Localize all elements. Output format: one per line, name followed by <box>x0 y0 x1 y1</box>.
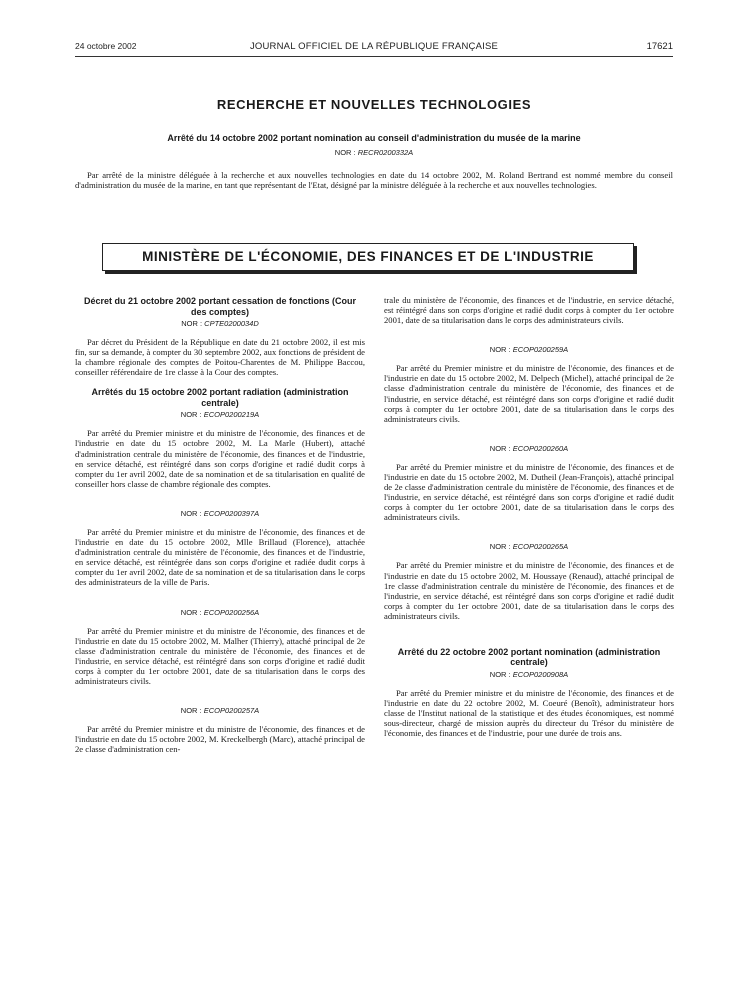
header-page-number: 17621 <box>646 41 673 52</box>
arrete-body: Par arrêté du Premier ministre et du ministre de l'économie, des finances et de l'industrie en date du 15 octobre 2002, M. Kreckelbergh (Marc), attaché principal de 2e classe d'administration cen- <box>75 724 365 755</box>
arrete-body: Par arrêté du Premier ministre et du ministre de l'économie, des finances et de l'industrie en date du 15 octobre 2002, Mlle Brillaud (Florence), attachée d'administration centrale du ministère de l'économie, des finances et de l'industrie, en service détaché, est réintégrée dans son corps d'origine et radiée dudit corps à compter du 1er avril 2002, date de sa nomination et de sa titularisation dans le corps des administrateurs de la ville de Paris. <box>75 526 365 588</box>
arrete22-title: Arrêté du 22 octobre 2002 portant nomination (administration centrale) <box>397 646 661 668</box>
nor-line: NOR : ECOP0200257A <box>180 706 260 716</box>
nor-code: ECOP0200265A <box>512 542 569 552</box>
decret-body: Par décret du Président de la République en date du 21 octobre 2002, il est mis fin, sur sa demande, à compter du 30 septembre 2002, aux fonctions de président de la chambre régionale des comptes de Poitou-Charentes de M. Philippe Baccou, conseiller référendaire de 1re classe à la Cour des comptes. <box>75 337 365 378</box>
arrete-title-musee: Arrêté du 14 octobre 2002 portant nomination au conseil d'administration du musée de la marine <box>167 133 581 143</box>
nor-code: ECOP0200908A <box>512 669 569 679</box>
header-journal-title: JOURNAL OFFICIEL DE LA RÉPUBLIQUE FRANÇAISE <box>249 41 499 52</box>
nor-line: NOR : ECOP0200908A <box>489 669 569 679</box>
nor-code: RECR0200332A <box>357 148 414 157</box>
nor-code: ECOP0200397A <box>203 508 260 518</box>
nor-code: ECOP0200219A <box>203 410 260 420</box>
arrete-body-musee: Par arrêté de la ministre déléguée à la recherche et aux nouvelles technologies en date du 14 octobre 2002, M. Roland Bertrand est nommé membre du conseil d'administration du musée de la marine, en tant que représentant de l'Etat, désigné par la ministre déléguée à la recherche et aux nouvelles technologies. <box>75 170 673 191</box>
nor-code: ECOP0200257A <box>203 706 260 716</box>
header-rule <box>75 56 673 57</box>
arrete-body: Par arrêté du Premier ministre et du ministre de l'économie, des finances et de l'industrie en date du 15 octobre 2002, M. Delpech (Michel), attaché principal de 2e classe d'administration centrale du ministère de l'économie, des finances et de l'industrie, en service détaché, est réintégré dans son corps d'origine et radié dudit corps à compter du 1er octobre 2001, date de sa titularisation dans le corps des administrateurs civils. <box>384 363 674 424</box>
arrete-body: Par arrêté du Premier ministre et du ministre de l'économie, des finances et de l'industrie en date du 22 octobre 2002, M. Coeuré (Benoît), administrateur hors classe de l'Institut national de la statistique et des études économiques, est nommé sous-directeur, chargé de mission auprès du directeur du Trésor du ministère de l'économie, des finances et de l'industrie, pour une durée de trois ans. <box>384 687 674 739</box>
arrete-body: Par arrêté du Premier ministre et du ministre de l'économie, des finances et de l'industrie en date du 15 octobre 2002, M. Malher (Thierry), attaché principal de 2e classe d'administration centrale du ministère de l'économie, des finances et de l'industrie, en service détaché, est réintégré dans son corps d'origine et radié dudit corps à compter du 1er octobre 2001, date de sa titularisation dans le corps des administrateurs civils. <box>75 625 365 686</box>
nor-label: NOR : <box>334 148 356 157</box>
nor-line: NOR : ECOP0200259A <box>489 345 569 355</box>
nor-line: NOR : ECOP0200219A <box>180 410 260 420</box>
arrete-body: Par arrêté du Premier ministre et du ministre de l'économie, des finances et de l'industrie en date du 15 octobre 2002, M. La Marle (Hubert), attaché d'administration centrale du ministère de l'économie, des finances et de l'industrie, en service détaché, est réintégré dans son corps d'origine et radié dudit corps à compter du 1er avril 2002, date de sa nomination et de sa titularisation en qualité de conseiller hors classe de chambre régionale des comptes. <box>75 428 365 489</box>
nor-line <box>75 148 673 157</box>
nor-line: NOR : CPTE0200034D <box>181 319 259 328</box>
section-title-recherche: RECHERCHE ET NOUVELLES TECHNOLOGIES <box>216 97 532 112</box>
header-date: 24 octobre 2002 <box>75 41 137 51</box>
nor-code: ECOP0200256A <box>203 607 260 617</box>
arrete-body: Par arrêté du Premier ministre et du ministre de l'économie, des finances et de l'industrie en date du 15 octobre 2002, M. Dutheil (Jean-François), attaché principal de 2e classe d'administration centrale du ministère de l'économie, des finances et de l'industrie, en service détaché, est réintégré dans son corps d'origine et radié dudit corps à compter du 1er octobre 2001, date de sa titularisation dans le corps des administrateurs civils. <box>384 461 674 523</box>
decret-title: Décret du 21 octobre 2002 portant cessation de fonctions (Cour des comptes) <box>83 296 357 317</box>
nor-line: NOR : ECOP0200397A <box>180 508 260 518</box>
nor-code: ECOP0200260A <box>512 443 569 453</box>
ministry-heading-box <box>102 243 634 271</box>
arrete-body-continued: trale du ministère de l'économie, des finances et de l'industrie, en service détaché, est réintégré dans son corps d'origine et radié dudit corps à compter du 1er octobre 2001, date de sa titularisation dans le corps des administrateurs civils. <box>384 295 674 326</box>
nor-code: ECOP0200259A <box>512 345 569 355</box>
left-column <box>75 296 365 754</box>
nor-line: NOR : ECOP0200260A <box>489 443 569 453</box>
arretes-title: Arrêtés du 15 octobre 2002 portant radiation (administration centrale) <box>91 387 349 408</box>
arrete-body: Par arrêté du Premier ministre et du ministre de l'économie, des finances et de l'industrie en date du 15 octobre 2002, M. Houssaye (Renaud), attaché principal de 1re classe d'administration centrale du ministère de l'économie, des finances et de l'industrie, en service détaché, est réintégré dans son corps d'origine et radié dudit corps à compter du 1er octobre 2001, date de sa titularisation dans le corps des administrateurs civils. <box>384 560 674 621</box>
nor-line: NOR : ECOP0200256A <box>180 607 260 617</box>
page-header <box>75 41 673 55</box>
ministry-title: MINISTÈRE DE L'ÉCONOMIE, DES FINANCES ET DE L'INDUSTRIE <box>142 249 594 264</box>
nor-code: CPTE0200034D <box>204 319 259 328</box>
nor-line: NOR : ECOP0200265A <box>489 542 569 552</box>
right-column <box>384 295 674 738</box>
